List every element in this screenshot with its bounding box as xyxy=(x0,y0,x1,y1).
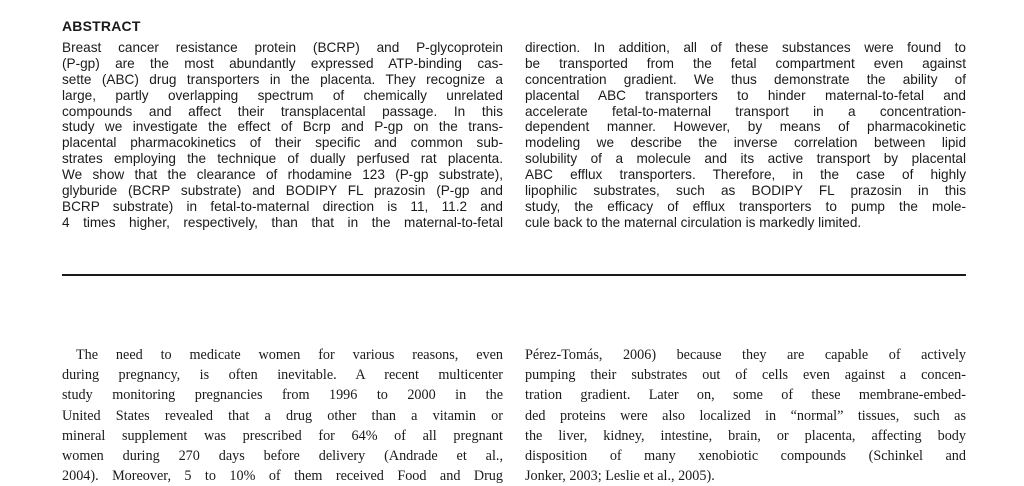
body-line: United States revealed that a drug other than a vitamin or xyxy=(62,407,503,424)
abstract-line: We show that the clearance of rhodamine 123 (P-gp substrate), xyxy=(62,167,503,183)
abstract-line: dependent manner. However, by means of pharmacokinetic xyxy=(525,119,966,135)
abstract-line: concentration gradient. We thus demonstrate the ability of xyxy=(525,71,966,87)
body-right-column xyxy=(525,345,966,486)
abstract-line: lipophilic substrates, such as BODIPY FL prazosin in this xyxy=(525,183,966,199)
abstract-heading: ABSTRACT xyxy=(62,18,141,34)
body-line: tration gradient. Later on, some of these membrane-embed- xyxy=(525,387,966,404)
body-left-column xyxy=(62,345,503,486)
abstract-line: cule back to the maternal circulation is markedly limited. xyxy=(525,214,862,230)
abstract-line: glyburide (BCRP substrate) and BODIPY FL prazosin (P-gp and xyxy=(62,183,503,199)
abstract-line: (P-gp) are the most abundantly expressed ATP-binding cas- xyxy=(62,55,503,71)
body-line: Jonker, 2003; Leslie et al., 2005). xyxy=(525,468,715,485)
body-line: disposition of many xenobiotic compounds (Schinkel and xyxy=(525,447,966,464)
abstract-line: compounds and affect their transplacental passage. In this xyxy=(62,103,503,119)
abstract-line: direction. In addition, all of these substances were found to xyxy=(525,40,966,55)
abstract-line: accelerate fetal-to-maternal transport in a concentration- xyxy=(525,103,966,119)
body-line: Pérez-Tomás, 2006) because they are capable of actively xyxy=(525,347,966,363)
body-line: mineral supplement was prescribed for 64% of all pregnant xyxy=(62,427,503,444)
abstract-line: ABC efflux transporters. Therefore, in the case of highly xyxy=(525,167,966,183)
abstract-line: be transported from the fetal compartment even against xyxy=(525,55,966,71)
abstract-line: sette (ABC) drug transporters in the placenta. They recognize a xyxy=(62,71,503,87)
body-line: the liver, kidney, intestine, brain, or placenta, affecting body xyxy=(525,427,966,444)
abstract-line: large, partly overlapping spectrum of chemically unrelated xyxy=(62,87,503,103)
abstract-line: solubility of a molecule and its active transport by placental xyxy=(525,151,966,167)
abstract-line: study we investigate the effect of Bcrp and P-gp on the trans- xyxy=(62,119,503,135)
abstract-line: study, the efficacy of efflux transporters to pump the mole- xyxy=(525,198,966,214)
body-line: pumping their substrates out of cells even against a concen- xyxy=(525,367,966,384)
abstract-line: Breast cancer resistance protein (BCRP) and P-glycoprotein xyxy=(62,40,503,55)
body-line: study monitoring pregnancies from 1996 to 2000 in the xyxy=(62,387,503,404)
abstract-line: strates employing the technique of dually perfused rat placenta. xyxy=(62,151,503,167)
abstract-left-column xyxy=(62,40,503,231)
abstract-line: modeling we describe the inverse correlation between lipid xyxy=(525,135,966,151)
body-line: The need to medicate women for various reasons, even xyxy=(76,347,503,363)
body-line: women during 270 days before delivery (Andrade et al., xyxy=(62,447,503,464)
abstract-line: placental pharmacokinetics of their specific and common sub- xyxy=(62,135,503,151)
body-line: ded proteins were also localized in “normal” tissues, such as xyxy=(525,407,966,424)
abstract-right-column xyxy=(525,40,966,231)
body-line: 2004). Moreover, 5 to 10% of them received Food and Drug xyxy=(62,468,503,485)
abstract-line: placental ABC transporters to hinder maternal-to-fetal and xyxy=(525,87,966,103)
body-line: during pregnancy, is often inevitable. A recent multicenter xyxy=(62,367,503,384)
section-divider xyxy=(62,274,966,276)
abstract-line: BCRP substrate) in fetal-to-maternal direction is 11, 11.2 and xyxy=(62,198,503,214)
abstract-line: 4 times higher, respectively, than that in the maternal-to-fetal xyxy=(62,214,503,230)
